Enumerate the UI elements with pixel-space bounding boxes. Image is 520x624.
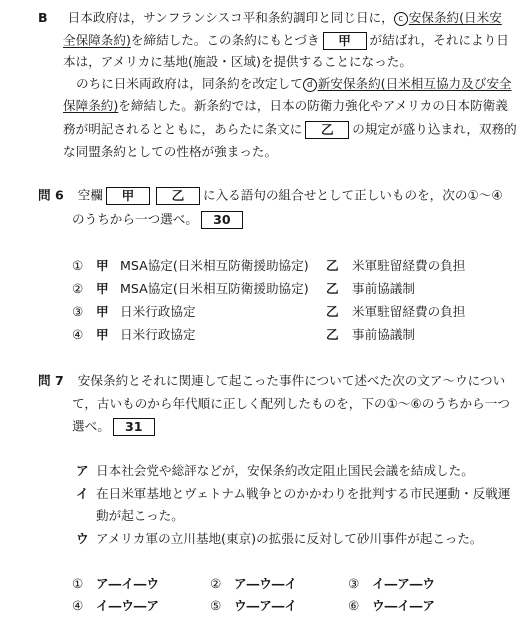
option-kou-value: MSA協定(日米相互防衛援助協定) [120,281,309,296]
choice-sequence: ウ―ア―イ [234,598,297,613]
option-kou-label: 甲 [96,281,109,296]
option-number: ④ [72,327,84,342]
option-kou-label: 甲 [96,304,109,319]
choice-number: ④ [72,598,84,613]
question-label: 問 6 [38,187,64,203]
passage-text: が結ばれ，それにより日 [369,32,509,48]
choice-sequence: ア―イ―ウ [96,576,159,591]
option-number: ① [72,258,84,273]
section-b-line-1 [38,10,502,26]
option-kou-label: 甲 [96,327,109,342]
passage-text: な同盟条約としての性格が強まった。 [63,144,278,159]
option-otsu-value: 事前協議制 [352,281,415,296]
blank-otsu-box: 乙 [156,187,200,205]
passage-text: を締結した。新条約では，日本の防衛力強化やアメリカの日本防衛義 [118,98,508,113]
statement-text-continued: 動が起こった。 [96,508,184,523]
section-label: B [38,10,48,25]
option-otsu-label: 乙 [326,304,339,319]
prompt-text: 安保条約とそれに関連して起こった事件について述べた次の文ア～ウについ [77,373,506,388]
answer-number-box: 31 [113,418,155,436]
statement-key: イ [76,486,89,501]
underlined-term: 安保条約(日米安 [408,10,502,25]
section-b-line-4 [76,76,512,92]
choice-sequence: ウ―イ―ア [372,598,435,613]
passage-text: のちに日米両政府は，同条約を改定して [76,76,303,91]
option-kou-value: 日米行政協定 [120,304,196,319]
choice-number: ② [210,576,222,591]
answer-number-box: 30 [201,211,243,229]
passage-text: を締結した。この条約にもとづき [130,32,320,48]
choice-number: ① [72,576,84,591]
q6-prompt-line-2 [72,211,246,229]
blank-kou-box: 甲 [106,187,150,205]
marker-c-icon: c [394,12,408,26]
blank-otsu-box: 乙 [305,121,349,139]
option-otsu-value: 米軍駐留経費の負担 [352,258,466,273]
question-label: 問 7 [38,373,64,388]
statement-text: 日本社会党や総評などが，安保条約改定阻止国民会議を結成した。 [96,463,474,478]
option-otsu-label: 乙 [326,258,339,273]
statement-key: ア [76,463,89,478]
section-b-line-7 [63,144,277,160]
passage-text: 務が明記されるとともに，あらたに条文に [63,121,303,137]
choice-number: ⑥ [348,598,360,613]
option-otsu-label: 乙 [326,327,339,342]
statement-text: 在日米軍基地とヴェトナム戦争とのかかわりを批判する市民運動・反戦運 [96,486,511,501]
prompt-text: に入る語句の組合せとして正しいものを，次の①～④ [202,187,503,203]
option-number: ③ [72,304,84,319]
option-kou-value: MSA協定(日米相互防衛援助協定) [120,258,309,273]
option-otsu-label: 乙 [326,281,339,296]
q7-prompt-line-1 [38,373,505,389]
statement-text: アメリカ軍の立川基地(東京)の拡張に反対して砂川事件が起こった。 [96,531,483,546]
marker-d-icon: d [303,78,317,92]
option-number: ② [72,281,84,296]
section-b-line-5 [63,98,508,114]
choice-number: ⑤ [210,598,222,613]
passage-text: 本は，アメリカに基地(施設・区域)を提供することになった。 [63,54,412,69]
underlined-term: 保障条約) [63,98,119,113]
option-kou-value: 日米行政協定 [120,327,196,342]
underlined-term: 全保障条約) [63,32,131,48]
prompt-text: 空欄 [77,187,103,203]
q7-prompt-line-3 [72,418,158,436]
passage-text: 日本政府は，サンフランシスコ平和条約調印と同じ日に， [67,10,394,25]
passage-text: の規定が盛り込まれ，双務的 [352,121,517,137]
option-kou-label: 甲 [96,258,109,273]
q7-prompt-line-2 [72,396,510,412]
prompt-text: のうちから一つ選べ。 [72,211,198,227]
prompt-text: て，古いものから年代順に正しく配列したものを，下の①～⑥のうちから一つ [72,396,510,411]
option-otsu-value: 事前協議制 [352,327,415,342]
section-b-line-3 [63,54,412,70]
choice-sequence: ア―ウ―イ [234,576,297,591]
section-b-line-6 [63,121,517,139]
choice-sequence: イ―ア―ウ [372,576,435,591]
prompt-text: 選べ。 [72,418,110,434]
blank-kou-box: 甲 [323,32,367,50]
option-otsu-value: 米軍駐留経費の負担 [352,304,466,319]
section-b-line-2 [63,32,509,50]
choice-sequence: イ―ウ―ア [96,598,159,613]
underlined-term: 新安保条約(日米相互協力及び安全 [317,76,512,91]
choice-number: ③ [348,576,360,591]
statement-key: ウ [76,531,89,546]
q6-prompt-line-1 [38,187,503,205]
